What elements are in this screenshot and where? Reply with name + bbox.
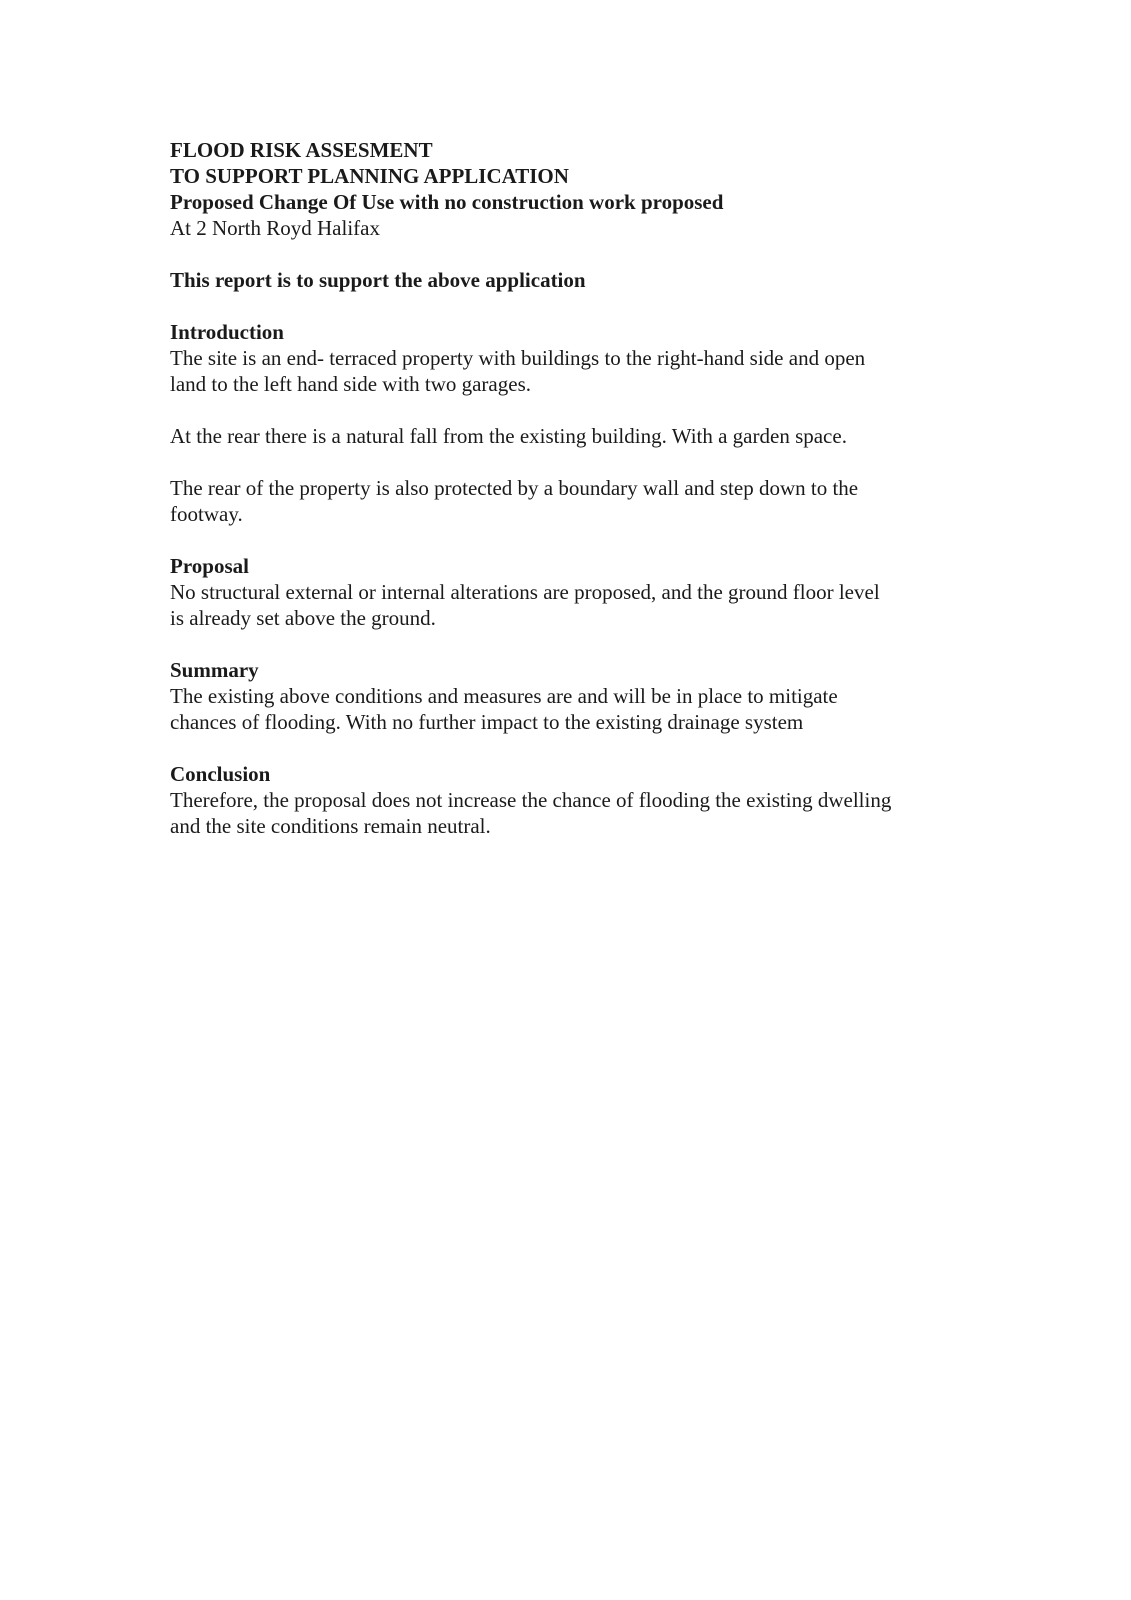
section-heading: Proposal bbox=[170, 554, 249, 578]
site-address: At 2 North Royd Halifax bbox=[170, 216, 380, 240]
paragraph-line: The existing above conditions and measures are and will be in place to mitigate bbox=[170, 684, 838, 708]
document-title: FLOOD RISK ASSESMENT bbox=[170, 138, 433, 162]
paragraph-line: and the site conditions remain neutral. bbox=[170, 814, 491, 838]
section-introduction bbox=[170, 319, 970, 527]
spacer bbox=[170, 527, 970, 553]
spacer bbox=[170, 293, 970, 319]
paragraph-line: No structural external or internal alterations are proposed, and the ground floor level bbox=[170, 580, 880, 604]
paragraph-line: footway. bbox=[170, 502, 243, 526]
document-header bbox=[170, 137, 970, 241]
section-heading: Conclusion bbox=[170, 762, 271, 786]
paragraph-line: Therefore, the proposal does not increase the chance of flooding the existing dwelling bbox=[170, 788, 892, 812]
document-body bbox=[170, 137, 970, 839]
section-heading: Summary bbox=[170, 658, 259, 682]
section-proposal bbox=[170, 553, 970, 631]
paragraph-line: is already set above the ground. bbox=[170, 606, 436, 630]
paragraph-line: chances of flooding. With no further impact to the existing drainage system bbox=[170, 710, 804, 734]
paragraph-line: The site is an end- terraced property with buildings to the right-hand side and open bbox=[170, 346, 866, 370]
section-conclusion bbox=[170, 761, 970, 839]
document-subtitle: TO SUPPORT PLANNING APPLICATION bbox=[170, 164, 569, 188]
paragraph-line: The rear of the property is also protected by a boundary wall and step down to the bbox=[170, 476, 859, 500]
spacer bbox=[170, 241, 970, 267]
report-purpose: This report is to support the above application bbox=[170, 268, 586, 292]
spacer bbox=[170, 397, 970, 423]
section-heading: Introduction bbox=[170, 320, 284, 344]
spacer bbox=[170, 449, 970, 475]
section-summary bbox=[170, 657, 970, 735]
spacer bbox=[170, 631, 970, 657]
document-description: Proposed Change Of Use with no construction work proposed bbox=[170, 190, 724, 214]
paragraph-line: land to the left hand side with two garages. bbox=[170, 372, 531, 396]
paragraph-line: At the rear there is a natural fall from the existing building. With a garden space. bbox=[170, 424, 847, 448]
spacer bbox=[170, 735, 970, 761]
